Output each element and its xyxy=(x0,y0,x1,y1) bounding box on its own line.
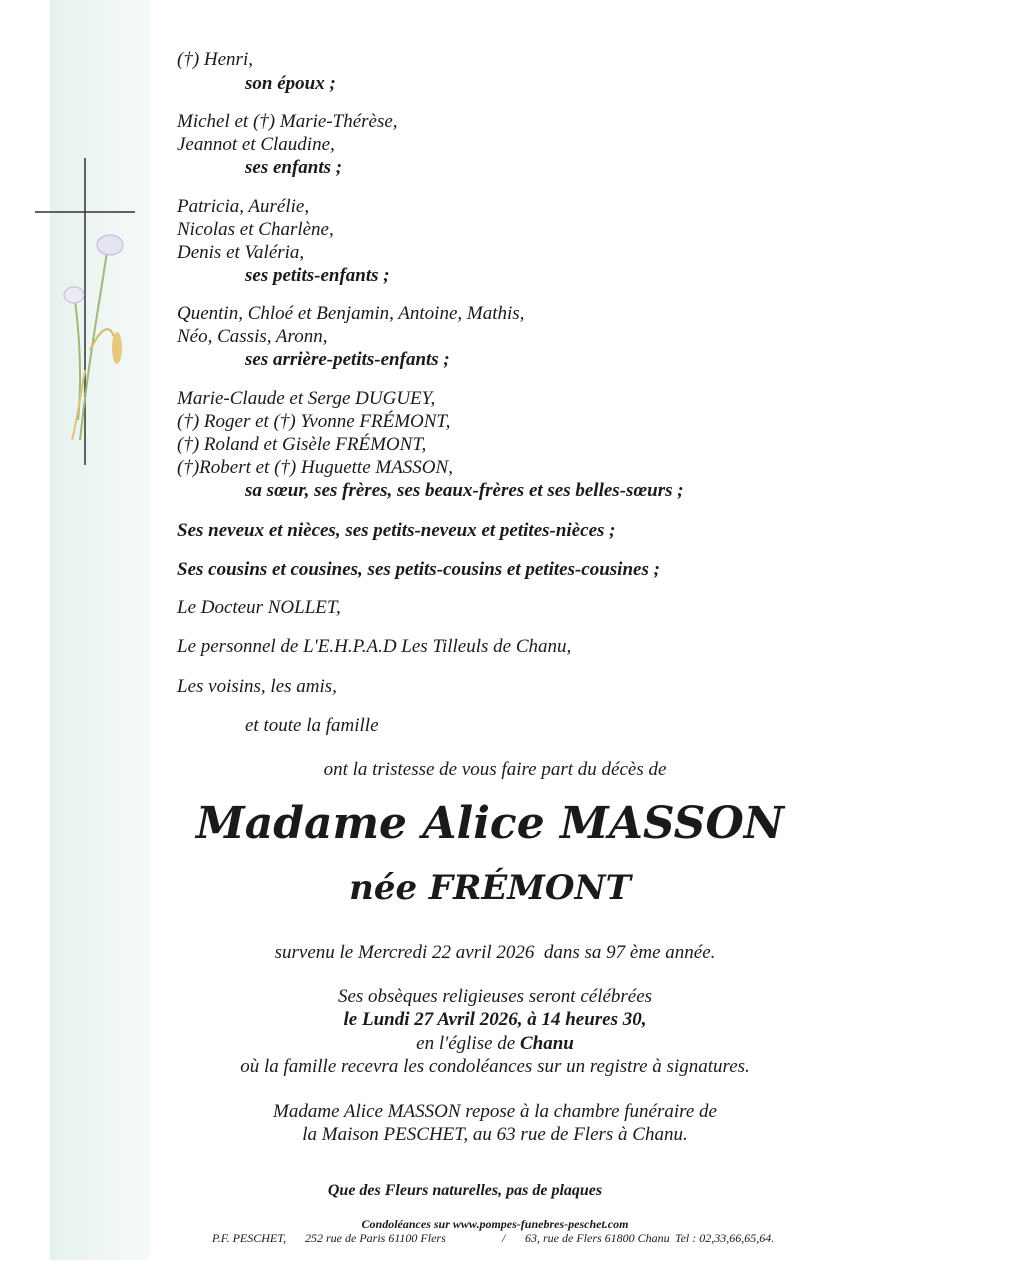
nephews-line: Ses neveux et nièces, ses petits-neveux et petites-nièces ; xyxy=(177,520,616,541)
flowers-note: Que des Fleurs naturelles, pas de plaques xyxy=(327,1182,603,1199)
family-line: Patricia, Aurélie, xyxy=(177,196,310,217)
rest-line: Madame Alice MASSON repose à la chambre funéraire de xyxy=(273,1101,717,1122)
family-line: Quentin, Chloé et Benjamin, Antoine, Mathis, xyxy=(177,303,525,324)
relation-label: sa sœur, ses frères, ses beaux-frères et ses belles-sœurs ; xyxy=(245,480,684,501)
footer-address: 252 rue de Paris 61100 Flers xyxy=(305,1231,446,1245)
footer-phone: Tel : 02,33,66,65,64. xyxy=(675,1231,775,1245)
family-line: Nicolas et Charlène, xyxy=(177,219,334,240)
staff-line: Le personnel de L'E.H.P.A.D Les Tilleuls de Chanu, xyxy=(177,636,572,657)
death-date: survenu le Mercredi 22 avril 2026 dans sa 97 ème année. xyxy=(274,942,716,963)
deceased-name: Madame Alice MASSON xyxy=(195,798,784,849)
family-line: (†) Henri, xyxy=(177,49,253,70)
family-line: Denis et Valéria, xyxy=(177,242,305,263)
family-line: Néo, Cassis, Aronn, xyxy=(177,326,328,347)
cousins-line: Ses cousins et cousines, ses petits-cousins et petites-cousines ; xyxy=(177,559,660,580)
family-line: (†) Roland et Gisèle FRÉMONT, xyxy=(177,434,427,455)
footer-company: P.F. PESCHET, xyxy=(212,1231,287,1245)
neighbours-line: Les voisins, les amis, xyxy=(177,676,337,697)
announcement: ont la tristesse de vous faire part du décès de xyxy=(323,759,667,780)
relation-label: ses enfants ; xyxy=(245,157,343,178)
family-line: Marie-Claude et Serge DUGUEY, xyxy=(177,388,436,409)
family-all-line: et toute la famille xyxy=(245,715,379,736)
family-line: (†) Roger et (†) Yvonne FRÉMONT, xyxy=(177,411,451,432)
funeral-church xyxy=(0,1033,990,1055)
family-line: Michel et (†) Marie-Thérèse, xyxy=(177,111,398,132)
doctor-line: Le Docteur NOLLET, xyxy=(177,597,341,618)
footer-address: 63, rue de Flers 61800 Chanu xyxy=(525,1231,670,1245)
condolences-link[interactable]: Condoléances sur www.pompes-funebres-peschet.com xyxy=(361,1217,629,1231)
family-line: (†)Robert et (†) Huguette MASSON, xyxy=(177,457,453,478)
relation-label: ses petits-enfants ; xyxy=(245,265,390,286)
church-place: Chanu xyxy=(519,1033,574,1054)
church-prefix: en l'église de xyxy=(416,1033,516,1054)
funeral-line: Ses obsèques religieuses seront célébrées xyxy=(337,986,653,1007)
maiden-name: née FRÉMONT xyxy=(349,868,631,908)
footer-separator: / xyxy=(502,1231,506,1245)
relation-label: son époux ; xyxy=(245,73,336,94)
funeral-datetime: le Lundi 27 Avril 2026, à 14 heures 30, xyxy=(343,1009,647,1030)
cross-with-flowers-icon xyxy=(0,0,180,480)
rest-line: la Maison PESCHET, au 63 rue de Flers à Chanu. xyxy=(302,1124,688,1145)
family-line: Jeannot et Claudine, xyxy=(177,134,335,155)
funeral-line: où la famille recevra les condoléances sur un registre à signatures. xyxy=(240,1056,750,1077)
relation-label: ses arrière-petits-enfants ; xyxy=(245,349,450,370)
